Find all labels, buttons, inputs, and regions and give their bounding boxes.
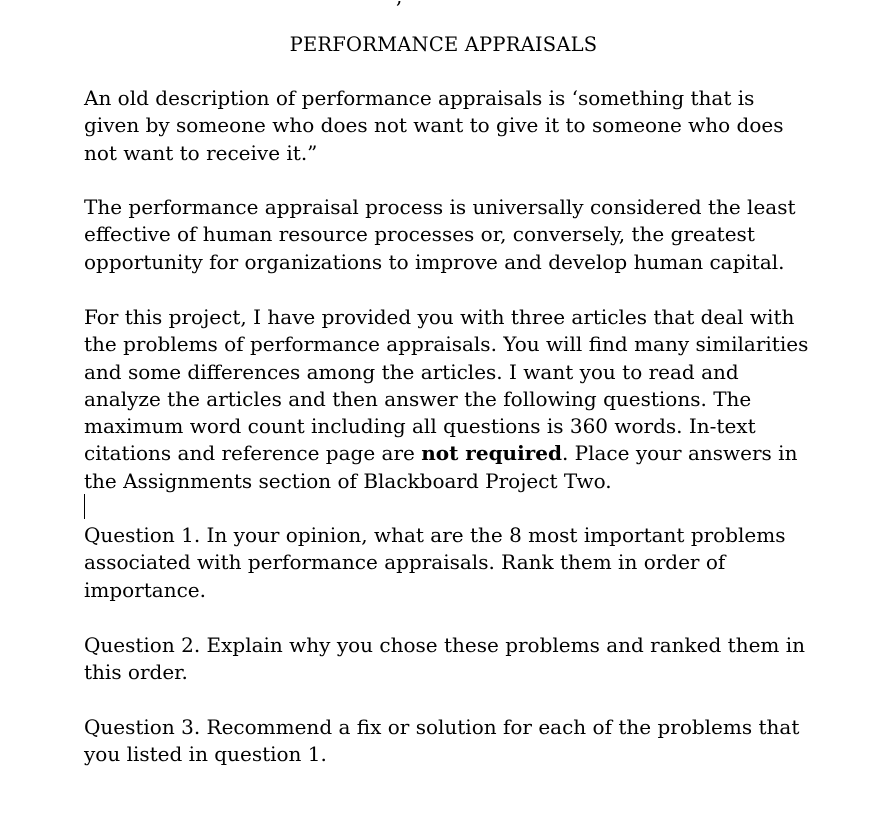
intro-paragraph: An old description of performance appraisals is ‘something that is given by someone who does not want to give it to someone who does not want to receive it.” xyxy=(84,86,784,165)
context-paragraph: The performance appraisal process is universally considered the least effective of human resource processes or, conversely, the greatest opportunity for organizations to improve and develop human capital. xyxy=(84,195,796,274)
not-required-emphasis: not required xyxy=(421,441,562,466)
page-title: PERFORMANCE APPRAISALS xyxy=(289,33,598,56)
instructions-paragraph xyxy=(84,304,814,495)
instructions-text-start: For this project, I have provided you with three articles that deal with the problems of performance appraisals. You will find many similarities and some differences among the articles. I want you to read and analyze the articles and then answer the following questions. The maximum word count including all questions is 360 words. In-text citations and reference page are xyxy=(84,305,809,466)
question-2: Question 2. Explain why you chose these problems and ranked them in this order. xyxy=(84,633,806,685)
instructions-text-end: . Place your answers in the Assignments section of Blackboard Project Two. xyxy=(84,441,798,493)
cropped-text-fragment xyxy=(396,0,402,6)
question-1: Question 1. In your opinion, what are the 8 most important problems associated with performance appraisals. Rank them in order of importance. xyxy=(84,523,786,602)
question-3: Question 3. Recommend a fix or solution for each of the problems that you listed in question 1. xyxy=(84,715,800,767)
text-cursor[interactable] xyxy=(84,494,85,519)
